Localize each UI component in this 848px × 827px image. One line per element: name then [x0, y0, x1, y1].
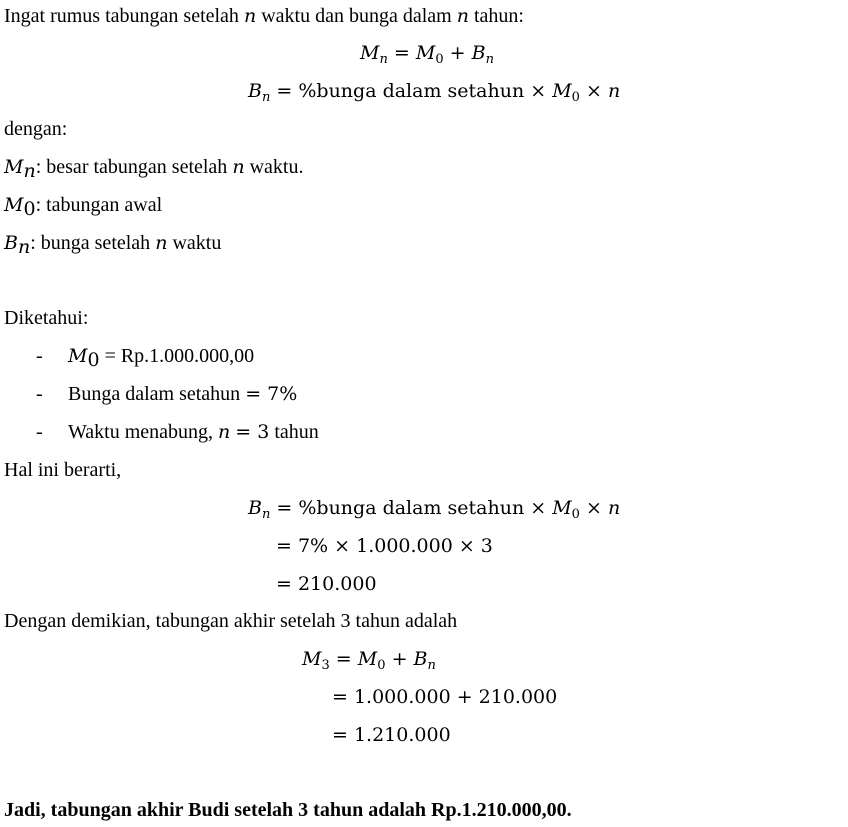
formula-mn-lhs-sub: n	[379, 52, 388, 67]
calc-bn-m: M	[552, 497, 572, 519]
def-bn-n: n	[155, 232, 168, 254]
calc-m3-line3: = 1.210.000	[332, 724, 451, 746]
def-bn-after: waktu	[172, 232, 222, 254]
intro-var-n2: n	[456, 5, 469, 27]
calc-m3-line2: = 1.000.000 + 210.000	[332, 686, 558, 708]
known-waktu-n: n	[218, 421, 231, 443]
formula-bn-rhs: = %bunga dalam setahun ×	[276, 80, 547, 102]
calc-bn-n: n	[607, 497, 621, 519]
def-mn-after: waktu.	[249, 156, 304, 178]
definition-bn	[4, 231, 222, 258]
intro-var-n: n	[243, 5, 257, 27]
definition-mn	[4, 155, 304, 182]
known-m0-var: M	[68, 345, 88, 367]
bullet-3: -	[36, 421, 43, 443]
known-m0-sub: 0	[87, 349, 100, 371]
calc-m3-line1	[302, 647, 436, 671]
formula-bn	[248, 79, 620, 103]
formula-mn	[360, 41, 494, 65]
diketahui-label: Diketahui:	[4, 307, 89, 329]
formula-mn-b: B	[471, 42, 486, 64]
calc-bn-line3: = 210.000	[276, 573, 377, 595]
def-mn-sub: n	[23, 160, 36, 182]
calc-m3-eq: =	[335, 648, 352, 670]
intro-middle: waktu dan bunga dalam	[261, 5, 452, 27]
calc-m3-lhs: M	[302, 648, 322, 670]
def-bn-sub: n	[17, 236, 31, 258]
calc-m3-a-sub: 0	[377, 658, 386, 673]
calc-bn-line2: = 7% × 1.000.000 × 3	[276, 535, 493, 557]
def-bn-text: : bunga setelah	[30, 232, 151, 254]
formula-bn-lhs-sub: n	[261, 90, 271, 105]
calc-bn-lhs-sub: n	[261, 507, 271, 522]
def-bn-var: B	[4, 232, 18, 254]
known-item-m0	[68, 344, 255, 371]
formula-bn-m-sub: 0	[571, 90, 580, 105]
formula-bn-times: ×	[586, 80, 602, 102]
def-mn-n: n	[232, 156, 245, 178]
known-waktu-unit: tahun	[274, 421, 319, 443]
def-mn-var: M	[4, 156, 24, 178]
def-m0-var: M	[4, 194, 24, 216]
known-m0-value: = Rp.1.000.000,00	[104, 345, 255, 367]
calc-m3-plus: +	[391, 648, 408, 670]
known-item-waktu	[68, 420, 319, 444]
dengan-label: dengan:	[4, 118, 68, 140]
formula-bn-m: M	[552, 80, 572, 102]
intro-suffix: tahun:	[473, 5, 524, 27]
known-bunga-text: Bunga dalam setahun	[68, 383, 241, 405]
formula-mn-a-sub: 0	[435, 52, 444, 67]
known-waktu-text: Waktu menabung,	[68, 421, 214, 443]
def-mn-text: : besar tabungan setelah	[35, 156, 228, 178]
bullet-1: -	[36, 345, 43, 367]
calc-m3-b: B	[413, 648, 428, 670]
calc-bn-rhs: = %bunga dalam setahun ×	[276, 497, 547, 519]
intro-line	[4, 4, 524, 28]
conclusion-text: Jadi, tabungan akhir Budi setelah 3 tahun adalah Rp.1.210.000,00.	[4, 799, 572, 821]
formula-mn-lhs: M	[360, 42, 380, 64]
calc-m3-lhs-sub: 3	[321, 658, 330, 673]
calc-bn-lhs: B	[248, 497, 262, 519]
formula-mn-b-sub: n	[485, 52, 494, 67]
calc-bn-times: ×	[586, 497, 602, 519]
def-m0-text: : tabungan awal	[35, 194, 163, 216]
calc-bn-line1	[248, 496, 620, 520]
formula-bn-lhs: B	[248, 80, 262, 102]
known-waktu-value: = 3	[235, 421, 270, 443]
formula-bn-n: n	[607, 80, 621, 102]
formula-mn-a: M	[415, 42, 436, 64]
calc-bn-m-sub: 0	[571, 507, 580, 522]
def-m0-sub: 0	[23, 198, 36, 220]
formula-mn-eq: =	[393, 42, 410, 64]
calc-m3-a: M	[357, 648, 378, 670]
intro-prefix: Ingat rumus tabungan setelah	[4, 5, 239, 27]
dengan-demikian-text: Dengan demikian, tabungan akhir setelah 3 tahun adalah	[4, 610, 458, 632]
known-item-bunga	[68, 382, 297, 406]
definition-m0	[4, 193, 163, 220]
formula-mn-plus: +	[449, 42, 466, 64]
bullet-2: -	[36, 383, 43, 405]
hal-ini-label: Hal ini berarti,	[4, 459, 122, 481]
known-bunga-value: = 7%	[245, 383, 298, 405]
calc-m3-b-sub: n	[427, 658, 436, 673]
